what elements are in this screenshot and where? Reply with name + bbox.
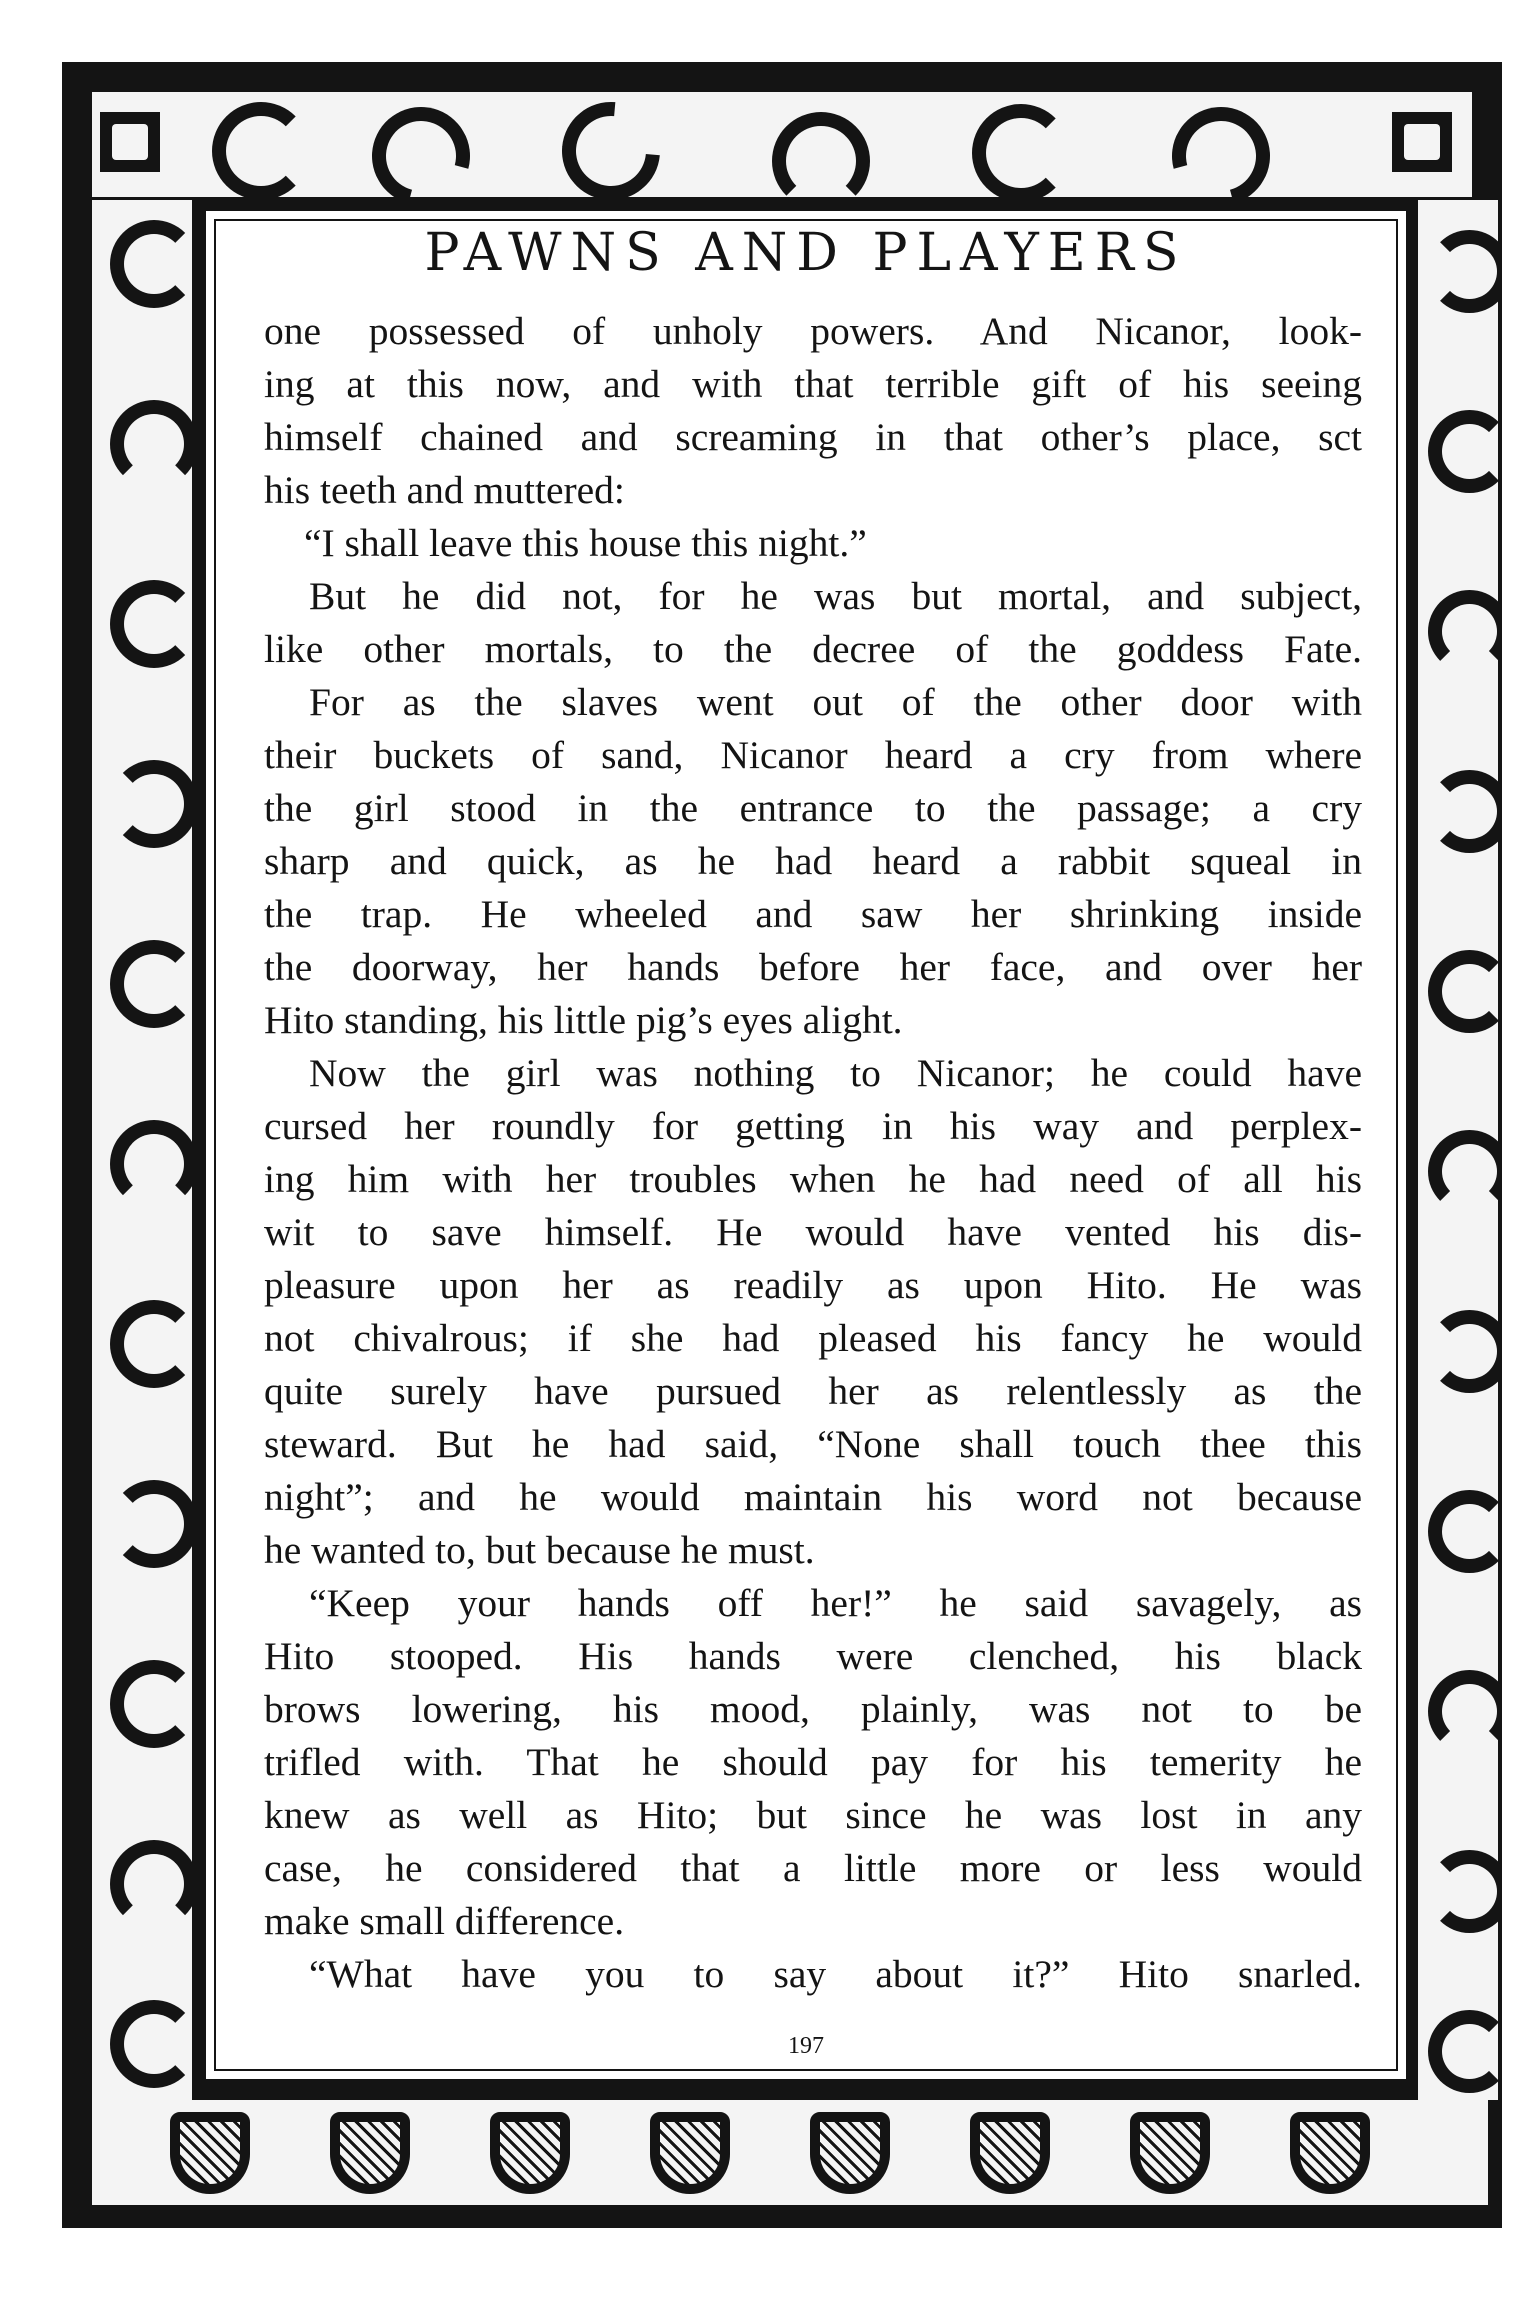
text-line: Now the girl was nothing to Nicanor; he could have [309, 1051, 1362, 1095]
text-line: cursed her roundly for getting in his way and perplex- [264, 1104, 1362, 1148]
text-line: like other mortals, to the decree of the goddess Fate. [264, 627, 1362, 671]
swirl-ornament-icon [1428, 410, 1498, 493]
swirl-ornament-icon [110, 1480, 192, 1568]
text-line: sharp and quick, as he had heard a rabbit squeal in [264, 839, 1362, 883]
text-line: ing him with her troubles when he had need of all his [264, 1157, 1362, 1201]
text-line: one possessed of unholy powers. And Nicanor, look- [264, 309, 1362, 353]
text-line: steward. But he had said, “None shall touch thee this [264, 1422, 1362, 1466]
shield-ornament-icon [970, 2112, 1050, 2194]
text-line: brows lowering, his mood, plainly, was not to be [264, 1687, 1362, 1731]
corner-ornament-icon [1392, 112, 1452, 172]
swirl-ornament-icon [110, 1840, 192, 1928]
right-ornament-band [1418, 200, 1498, 2100]
swirl-ornament-icon [1428, 2010, 1498, 2093]
swirl-ornament-icon [110, 1120, 192, 1208]
swirl-ornament-icon [1428, 1670, 1498, 1753]
swirl-ornament-icon [772, 112, 870, 197]
text-line: the trap. He wheeled and saw her shrinking inside [264, 892, 1362, 936]
swirl-ornament-icon [110, 2000, 192, 2088]
text-line: himself chained and screaming in that other’s place, sct [264, 415, 1362, 459]
left-ornament-band [92, 200, 192, 2100]
swirl-ornament-icon [110, 940, 192, 1028]
bottom-ornament-band [92, 2100, 1488, 2205]
text-line: knew as well as Hito; but since he was lost in any [264, 1793, 1362, 1837]
swirl-ornament-icon [354, 92, 488, 197]
swirl-ornament-icon [1428, 1130, 1498, 1213]
text-line: For as the slaves went out of the other door with [309, 680, 1362, 724]
shield-ornament-icon [170, 2112, 250, 2194]
swirl-ornament-icon [110, 760, 192, 848]
corner-ornament-icon [100, 112, 160, 172]
text-line: his teeth and muttered: [264, 468, 625, 512]
text-line: pleasure upon her as readily as upon Hito. He was [264, 1263, 1362, 1307]
shield-ornament-icon [490, 2112, 570, 2194]
text-line: “Keep your hands off her!” he said savagely, as [309, 1581, 1362, 1625]
swirl-ornament-icon [1428, 230, 1498, 313]
text-line: he wanted to, but because he must. [264, 1528, 815, 1572]
swirl-ornament-icon [1428, 950, 1498, 1033]
text-line: the doorway, her hands before her face, and over her [264, 945, 1362, 989]
text-line: the girl stood in the entrance to the passage; a cry [264, 786, 1362, 830]
body-text [264, 305, 1362, 2001]
shield-ornament-icon [810, 2112, 890, 2194]
shield-ornament-icon [1290, 2112, 1370, 2194]
shield-ornament-icon [330, 2112, 410, 2194]
swirl-ornament-icon [110, 1660, 192, 1748]
text-line: Hito stooped. His hands were clenched, his black [264, 1634, 1362, 1678]
text-line: “What have you to say about it?” Hito snarled. [309, 1952, 1362, 1996]
top-ornament-band [92, 92, 1472, 197]
text-line: trifled with. That he should pay for his temerity he [264, 1740, 1362, 1784]
swirl-ornament-icon [1428, 1850, 1498, 1933]
text-line: night”; and he would maintain his word not because [264, 1475, 1362, 1519]
text-line: make small difference. [264, 1899, 625, 1943]
swirl-ornament-icon [1428, 590, 1498, 673]
swirl-ornament-icon [110, 580, 192, 668]
swirl-ornament-icon [1428, 1490, 1498, 1573]
text-line: quite surely have pursued her as relentlessly as the [264, 1369, 1362, 1413]
text-line: But he did not, for he was but mortal, and subject, [309, 574, 1362, 618]
text-line: not chivalrous; if she had pleased his fancy he would [264, 1316, 1362, 1360]
swirl-ornament-icon [1428, 1310, 1498, 1393]
text-line: case, he considered that a little more or less would [264, 1846, 1362, 1890]
shield-ornament-icon [1130, 2112, 1210, 2194]
text-panel [200, 205, 1412, 2085]
text-line: wit to save himself. He would have vented his dis- [264, 1210, 1362, 1254]
shield-ornament-icon [650, 2112, 730, 2194]
text-line: “I shall leave this house this night.” [304, 521, 867, 565]
swirl-ornament-icon [110, 220, 192, 308]
swirl-ornament-icon [1428, 770, 1498, 853]
text-line: Hito standing, his little pig’s eyes alight. [264, 998, 903, 1042]
running-head: PAWNS AND PLAYERS [424, 223, 1188, 283]
swirl-ornament-icon [110, 1300, 192, 1388]
text-line: ing at this now, and with that terrible gift of his seeing [264, 362, 1362, 406]
swirl-ornament-icon [1154, 92, 1288, 197]
swirl-ornament-icon [542, 92, 680, 197]
swirl-ornament-icon [212, 102, 310, 197]
page-number: 197 [788, 2033, 824, 2059]
text-line: their buckets of sand, Nicanor heard a cry from where [264, 733, 1362, 777]
swirl-ornament-icon [972, 104, 1070, 197]
swirl-ornament-icon [110, 400, 192, 488]
